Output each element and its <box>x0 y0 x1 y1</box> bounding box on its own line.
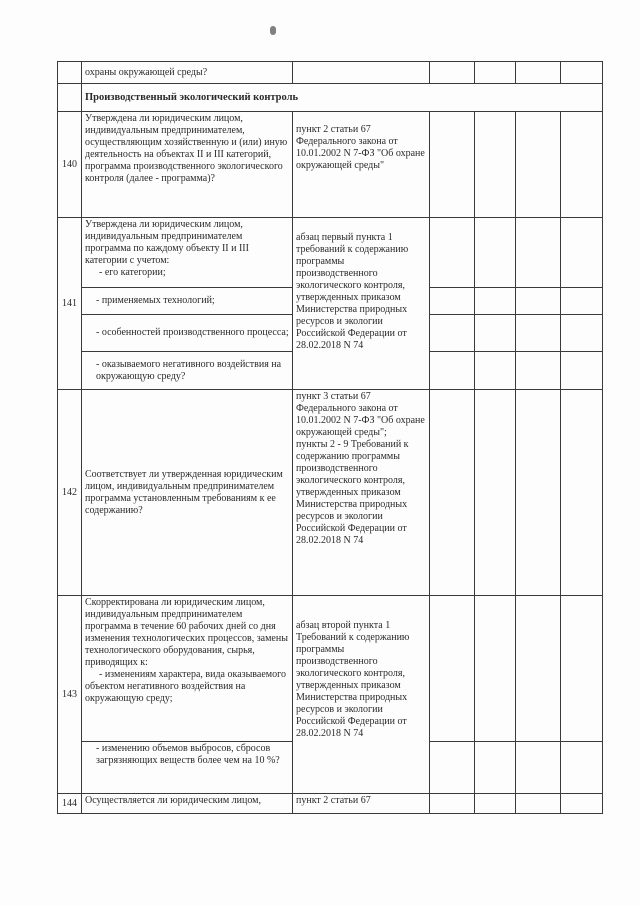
answer-no-cell <box>475 112 516 218</box>
reference-cell: пункт 2 статьи 67 <box>293 794 430 814</box>
question-cell: Осуществляется ли юридическим лицом, <box>82 794 293 814</box>
answer-no-cell <box>475 742 516 794</box>
comment-cell <box>561 112 603 218</box>
reference-requirements: пункты 2 - 9 Требований к содержанию программы производственного экологического контроля, утвержденных приказом Министерства природных ресурсов и экологии Российской Федерации от 28.02.2018 N 74 <box>296 439 409 546</box>
answer-na-cell <box>516 794 561 814</box>
sub-item-cell: - применяемых технологий; <box>82 288 293 315</box>
scan-mark <box>270 26 276 35</box>
table-row <box>58 390 603 596</box>
answer-na-cell <box>516 218 561 288</box>
reference-cell: абзац первый пункта 1 требований к содержанию программы производственного экологического контроля, утвержденных приказом Министерства природных ресурсов и экологии Российской Федерации от 28.02.2018 N 74 <box>293 218 430 390</box>
question-text: Утверждена ли юридическим лицом, индивидуальным предпринимателем программа по каждому объекту II и III категории с учетом: <box>85 219 249 266</box>
answer-no-cell <box>475 794 516 814</box>
row-number <box>58 84 82 112</box>
comment-cell <box>561 288 603 315</box>
sub-item-cell: - оказываемого негативного воздействия на окружающую среду? <box>82 352 293 390</box>
comment-cell <box>561 62 603 84</box>
answer-no-cell <box>475 218 516 288</box>
sub-item-cell: - изменению объемов выбросов, сбросов загрязняющих веществ более чем на 10 %? <box>82 742 293 794</box>
answer-yes-cell <box>430 218 475 288</box>
reference-cell <box>293 62 430 84</box>
answer-na-cell <box>516 596 561 742</box>
answer-yes-cell <box>430 112 475 218</box>
row-number: 142 <box>58 390 82 596</box>
section-row <box>58 84 603 112</box>
table-row <box>58 794 603 814</box>
row-number: 140 <box>58 112 82 218</box>
comment-cell <box>561 390 603 596</box>
question-cell <box>82 218 293 288</box>
answer-no-cell <box>475 288 516 315</box>
row-number: 144 <box>58 794 82 814</box>
answer-na-cell <box>516 62 561 84</box>
answer-yes-cell <box>430 390 475 596</box>
section-title: Производственный экологический контроль <box>82 84 603 112</box>
answer-yes-cell <box>430 288 475 315</box>
table-row <box>58 112 603 218</box>
question-cell: охраны окружающей среды? <box>82 62 293 84</box>
answer-yes-cell <box>430 315 475 352</box>
table-row <box>58 62 603 84</box>
table-row <box>58 218 603 288</box>
answer-yes-cell <box>430 62 475 84</box>
comment-cell <box>561 742 603 794</box>
answer-na-cell <box>516 742 561 794</box>
answer-no-cell <box>475 315 516 352</box>
reference-cell: пункт 2 статьи 67 Федерального закона от 10.01.2002 N 7-ФЗ "Об охране окружающей среды" <box>293 112 430 218</box>
reference-cell: абзац второй пункта 1 Требований к содержанию программы производственного экологического контроля, утвержденных приказом Министерства природных ресурсов и экологии Российской Федерации от 28.02.2018 N 74 <box>293 596 430 794</box>
answer-na-cell <box>516 288 561 315</box>
table-row <box>58 596 603 742</box>
question-text: Скорректирована ли юридическим лицом, индивидуальным предпринимателем программа в течение 60 рабочих дней со дня изменения технологических процессов, замены технологического оборудования, сырья, приводящих к: <box>85 597 288 668</box>
comment-cell <box>561 218 603 288</box>
answer-yes-cell <box>430 352 475 390</box>
answer-na-cell <box>516 390 561 596</box>
row-number: 143 <box>58 596 82 794</box>
sub-item: - его категории; <box>99 267 166 278</box>
answer-na-cell <box>516 112 561 218</box>
comment-cell <box>561 596 603 742</box>
answer-yes-cell <box>430 742 475 794</box>
comment-cell <box>561 315 603 352</box>
answer-yes-cell <box>430 596 475 742</box>
row-number: 141 <box>58 218 82 390</box>
comment-cell <box>561 352 603 390</box>
reference-law: пункт 3 статьи 67 Федерального закона от 10.01.2002 N 7-ФЗ "Об охране окружающей среды"; <box>296 391 425 438</box>
answer-no-cell <box>475 390 516 596</box>
answer-no-cell <box>475 596 516 742</box>
question-cell: Соответствует ли утвержденная юридическим лицом, индивидуальным предпринимателем программа установленным требованиям к ее содержанию? <box>82 390 293 596</box>
checklist-table <box>57 61 603 814</box>
sub-item-cell: - особенностей производственного процесса; <box>82 315 293 352</box>
question-cell: Утверждена ли юридическим лицом, индивидуальным предпринимателем, осуществляющим хозяйственную и (или) иную деятельность на объектах II и III категорий, программа производственного экологического контроля (далее - программа)? <box>82 112 293 218</box>
answer-yes-cell <box>430 794 475 814</box>
sub-item: - изменениям характера, вида оказываемого объектом негативного воздействия на окружающую среду; <box>85 669 286 704</box>
answer-na-cell <box>516 352 561 390</box>
reference-cell <box>293 390 430 596</box>
answer-no-cell <box>475 62 516 84</box>
answer-no-cell <box>475 352 516 390</box>
question-cell <box>82 596 293 742</box>
row-number <box>58 62 82 84</box>
answer-na-cell <box>516 315 561 352</box>
comment-cell <box>561 794 603 814</box>
